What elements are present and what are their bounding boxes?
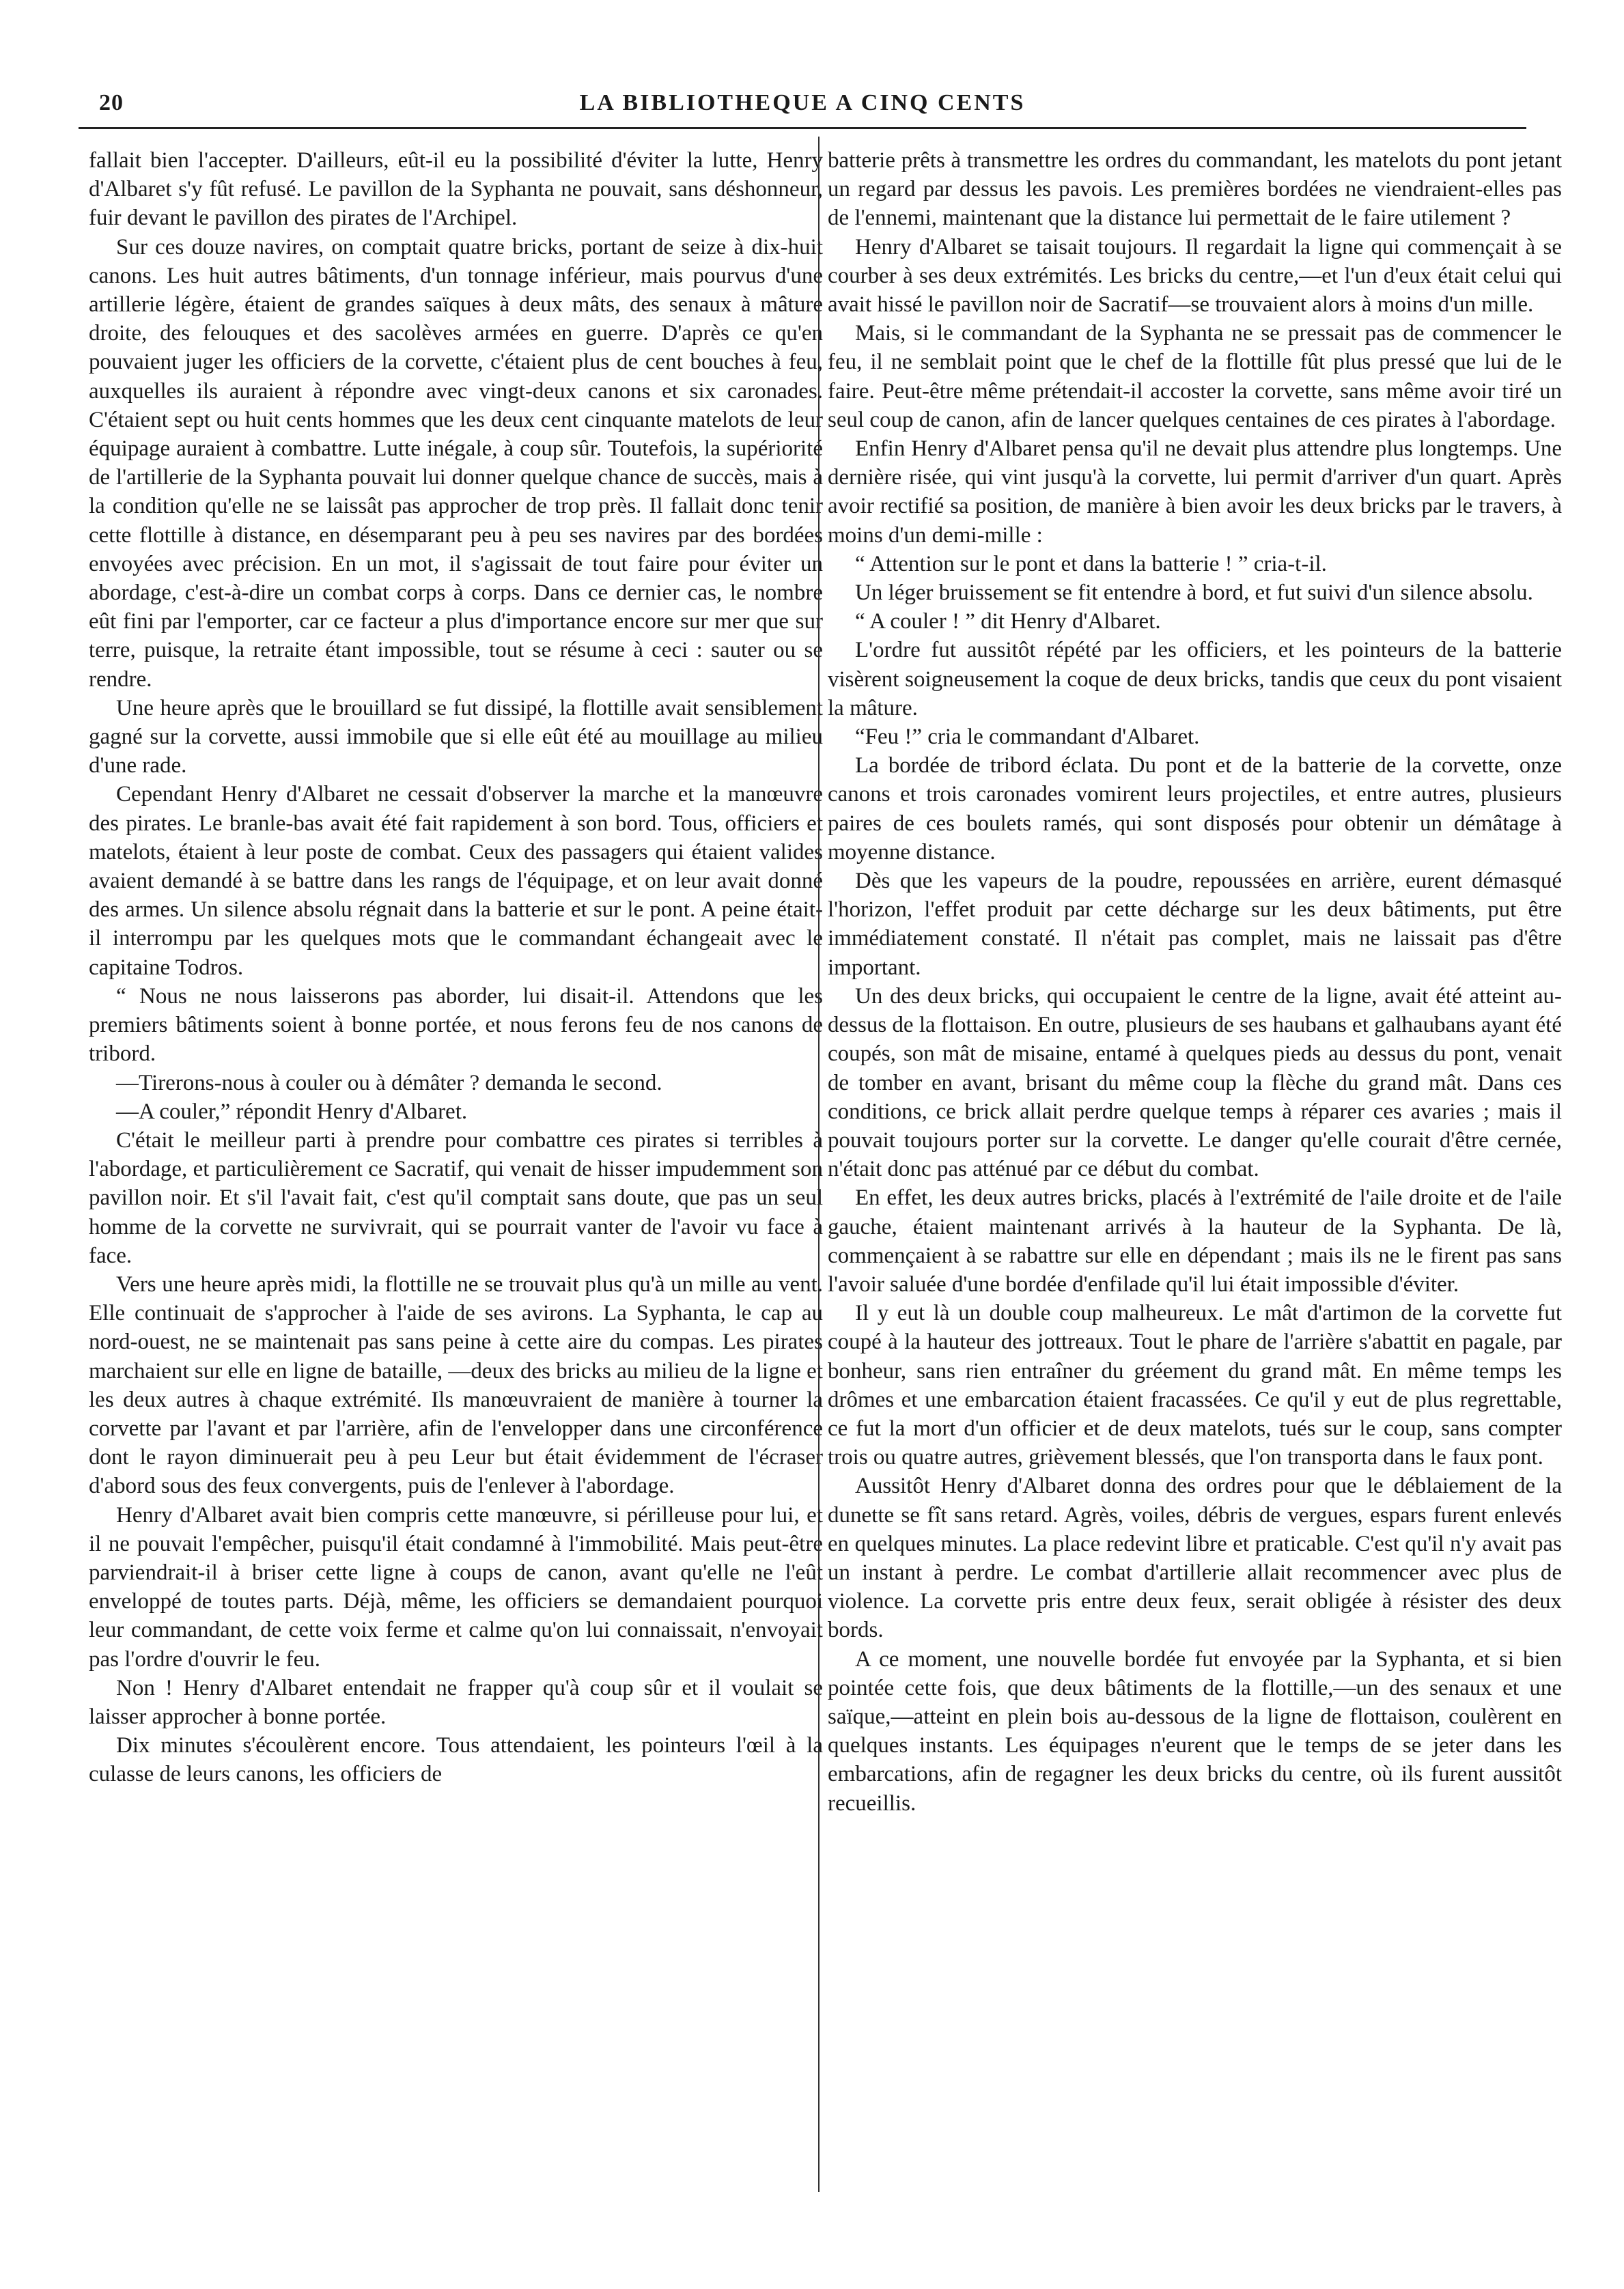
paragraph: Une heure après que le brouillard se fut dissipé, la flottille avait sensiblement gagné sur la corvette, aussi immobile que si elle eût été au mouillage au milieu d'une rade. bbox=[89, 695, 823, 778]
page-header bbox=[79, 82, 1526, 123]
right-column bbox=[828, 146, 1562, 1818]
paragraph: Il y eut là un double coup malheureux. Le mât d'artimon de la corvette fut coupé à la hauteur des jottreaux. Tout le phare de l'arrière s'abattit en pagale, par bonheur, sans rien entraîner du gréement du grand mât. En même temps les drômes et une embarcation étaient fracassées. Ce qu'il y eut de plus regrettable, ce fut la mort d'un officier et de deux matelots, tués sur le coup, sans compter trois ou quatre autres, grièvement blessés, que l'on transporta dans le faux pont. bbox=[828, 1301, 1562, 1470]
paragraph: Cependant Henry d'Albaret ne cessait d'observer la marche et la manœuvre des pirates. Le branle-bas avait été fait rapidement à son bord. Tous, officiers et matelots, étaient à leur poste de combat. Ceux des passagers qui étaient valides avaient demandé à se battre dans les rangs de l'équipage, et on leur avait donné des armes. Un silence absolu régnait dans la batterie et sur le pont. A peine était-il interrompu par les quelques mots que le commandant échangeait avec le capitaine Todros. bbox=[89, 782, 823, 980]
paragraph: L'ordre fut aussitôt répété par les officiers, et les pointeurs de la batterie visèrent soigneusement la coque de deux bricks, tandis que ceux du pont visaient la mâture. bbox=[828, 638, 1562, 720]
paragraph: Vers une heure après midi, la flottille ne se trouvait plus qu'à un mille au vent. Elle continuait de s'approcher à l'aide de ses avirons. La Syphanta, le cap au nord-ouest, ne se maintenait pas sans peine à cette aire du compas. Les pirates marchaient sur elle en ligne de bataille, —deux des bricks au milieu de la ligne et les deux autres à chaque extrémité. Ils manœuvraient de manière à tourner la corvette par l'avant et par l'arrière, afin de l'envelopper dans une circonférence dont le rayon diminuerait peu à peu Leur but était évidemment de l'écraser d'abord sous des feux convergents, puis de l'enlever à l'abordage. bbox=[89, 1272, 823, 1499]
left-column bbox=[89, 146, 823, 1789]
paragraph: —Tirerons-nous à couler ou à démâter ? demanda le second. bbox=[116, 1070, 662, 1095]
paragraph: “ Attention sur le pont et dans la batterie ! ” cria-t-il. bbox=[855, 551, 1327, 576]
paragraph: Non ! Henry d'Albaret entendait ne frapper qu'à coup sûr et il voulait se laisser approcher à bonne portée. bbox=[89, 1675, 823, 1729]
paragraph: A ce moment, une nouvelle bordée fut envoyée par la Syphanta, et si bien pointée cette fois, que deux bâtiments de la flottille,—un des senaux et une saïque,—atteint en plein bois au-dessous de la ligne de flottaison, coulèrent en quelques instants. Les équipages n'eurent que le temps de se jeter dans les embarcations, afin de regagner les deux bricks du centre, où ils furent aussitôt recueillis. bbox=[828, 1646, 1562, 1816]
paragraph: Sur ces douze navires, on comptait quatre bricks, portant de seize à dix-huit canons. Les huit autres bâtiments, d'un tonnage inférieur, mais pourvus d'une artillerie légère, étaient de grandes saïques à deux mâts, des senaux à mâture droite, des felouques et des sacolèves armées en guerre. D'après ce qu'en pouvaient juger les officiers de la corvette, c'étaient plus de cent bouches à feu, auxquelles ils auraient à répondre avec vingt-deux canons et six caronades. C'étaient sept ou huit cents hommes que les deux cent cinquante matelots de leur équipage auraient à combattre. Lutte inégale, à coup sûr. Toutefois, la supériorité de l'artillerie de la Syphanta pouvait lui donner quelque chance de succès, mais à la condition qu'elle ne se laissât pas approcher de trop près. Il fallait donc tenir cette flottille à distance, en désemparant peu à peu ses navires par des bordées envoyées avec précision. En un mot, il s'agissait de tout faire pour éviter un abordage, c'est-à-dire un combat corps à corps. Dans ce dernier cas, le nombre eût fini par l'emporter, car ce facteur a plus d'importance encore sur mer que sur terre, puisque, la retraite étant impossible, tout se résume à ceci : sauter ou se rendre. bbox=[89, 234, 823, 692]
paragraph: —A couler,” répondit Henry d'Albaret. bbox=[116, 1099, 468, 1124]
paragraph: Dès que les vapeurs de la poudre, repoussées en arrière, eurent démasqué l'horizon, l'effet produit par cette décharge sur les deux bâtiments, put être immédiatement constaté. Il n'était pas complet, mais ne laissait pas d'être important. bbox=[828, 869, 1562, 980]
paragraph: Un des deux bricks, qui occupaient le centre de la ligne, avait été atteint au-dessus de la flottaison. En outre, plusieurs de ses haubans et galhaubans ayant été coupés, son mât de misaine, entamé à quelques pieds au dessus du pont, venait de tomber en avant, brisant du même coup la flèche du grand mât. Dans ces conditions, ce brick allait perdre quelque temps à réparer ces avaries ; mais il pouvait toujours porter sur la corvette. Le danger qu'elle courait d'être cernée, n'était donc pas atténué par ce début du combat. bbox=[828, 983, 1562, 1182]
paragraph: Enfin Henry d'Albaret pensa qu'il ne devait plus attendre plus longtemps. Une dernière risée, qui vint jusqu'à la corvette, lui permit d'arriver d'un quart. Après avoir rectifié sa position, de manière à bien avoir les deux bricks par le travers, à moins d'un demi-mille : bbox=[828, 436, 1562, 548]
paragraph: “Feu !” cria le commandant d'Albaret. bbox=[855, 725, 1200, 750]
header-rule bbox=[79, 127, 1526, 129]
paragraph: Henry d'Albaret avait bien compris cette manœuvre, si périlleuse pour lui, et il ne pouvait l'empêcher, puisqu'il était condamné à l'immobilité. Mais peut-être parviendrait-il à briser cette ligne à coups de canon, avant qu'elle ne l'eût enveloppé de toutes parts. Déjà, même, les officiers se demandaient pourquoi leur commandant, de cette voix ferme et calme qu'on lui connaissait, n'envoyait pas l'ordre d'ouvrir le feu. bbox=[89, 1502, 823, 1672]
paragraph: Henry d'Albaret se taisait toujours. Il regardait la ligne qui commençait à se courber à ses deux extrémités. Les bricks du centre,—et l'un d'eux était celui qui avait hissé le pavillon noir de Sacratif—se trouvaient alors à moins d'un mille. bbox=[828, 234, 1562, 318]
paragraph: Un léger bruissement se fit entendre à bord, et fut suivi d'un silence absolu. bbox=[855, 580, 1533, 606]
paragraph: “ Nous ne nous laisserons pas aborder, lui disait-il. Attendons que les premiers bâtiments soient à bonne portée, et nous ferons feu de nos canons de tribord. bbox=[89, 983, 823, 1067]
paragraph: En effet, les deux autres bricks, placés à l'extrémité de l'aile droite et de l'aile gauche, étaient maintenant arrivés à la hauteur de la Syphanta. De là, commençaient à se rabattre sur elle en dépendant ; mais ils ne le firent pas sans l'avoir saluée d'une bordée d'enfilade qu'il lui était impossible d'éviter. bbox=[828, 1185, 1562, 1297]
paragraph: C'était le meilleur parti à prendre pour combattre ces pirates si terribles à l'abordage, et particulièrement ce Sacratif, qui venait de hisser impudemment son pavillon noir. Et s'il l'avait fait, c'est qu'il comptait sans doute, que pas un seul homme de la corvette ne survivrait, qui se pourrait vanter de l'avoir vu face à face. bbox=[89, 1127, 823, 1268]
paragraph: Mais, si le commandant de la Syphanta ne se pressait pas de commencer le feu, il ne semblait point que le chef de la flottille fût plus pressé que lui de le faire. Peut-être même prétendait-il accoster la corvette, sans même avoir tiré un seul coup de canon, afin de lancer quelques centaines de ces pirates à l'abordage. bbox=[828, 321, 1562, 432]
paragraph: “ A couler ! ” dit Henry d'Albaret. bbox=[855, 609, 1161, 634]
column-divider bbox=[818, 137, 820, 2192]
page-number: 20 bbox=[99, 90, 124, 115]
paragraph: Dix minutes s'écoulèrent encore. Tous attendaient, les pointeurs l'œil à la culasse de leurs canons, les officiers de bbox=[89, 1733, 823, 1787]
paragraph: fallait bien l'accepter. D'ailleurs, eût-il eu la possibilité d'éviter la lutte, Henry d'Albaret s'y fût refusé. Le pavillon de la Syphanta ne pouvait, sans déshonneur, fuir devant le pavillon des pirates de l'Archipel. bbox=[89, 148, 823, 231]
paragraph: Aussitôt Henry d'Albaret donna des ordres pour que le déblaiement de la dunette se fît sans retard. Agrès, voiles, débris de vergues, espars furent enlevés en quelques minutes. La place redevint libre et praticable. C'est qu'il n'y avait pas un instant à perdre. Le combat d'artillerie allait recommencer avec plus de violence. La corvette pris entre deux feux, serait obligée à résister des deux bords. bbox=[828, 1474, 1562, 1643]
paragraph: La bordée de tribord éclata. Du pont et de la batterie de la corvette, onze canons et trois caronades vomirent leurs projectiles, et entre autres, plusieurs paires de ces boulets ramés, qui sont disposés pour obtenir un démâtage à moyenne distance. bbox=[828, 753, 1562, 865]
paragraph: batterie prêts à transmettre les ordres du commandant, les matelots du pont jetant un regard par dessus les pavois. Les premières bordées ne viendraient-elles pas de l'ennemi, maintenant que la distance lui permettait de le faire utilement ? bbox=[828, 148, 1562, 231]
running-title: LA BIBLIOTHEQUE A CINQ CENTS bbox=[579, 90, 1026, 115]
